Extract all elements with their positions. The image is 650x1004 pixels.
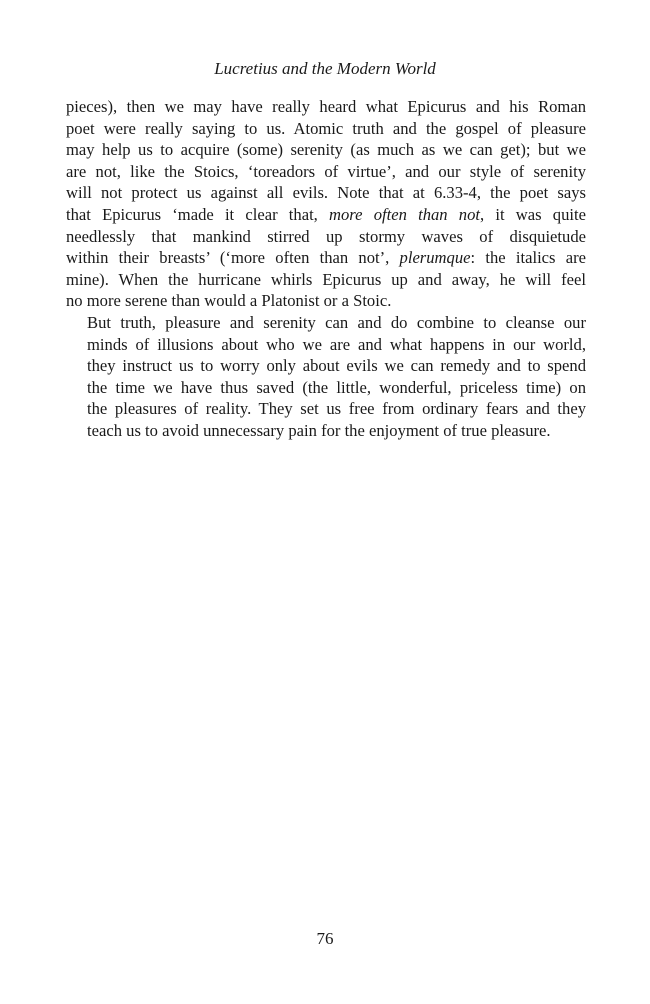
text-line: teach us to avoid unnecessary pain for the enjoyment of true pleasure. [87,420,551,440]
text-line [66,204,586,226]
text-line: pieces), then we may have really heard what Epicurus and his Roman [66,97,586,116]
text-line: the time we have thus saved (the little, wonderful, priceless time) on [87,377,586,397]
running-head: Lucretius and the Modern World [214,59,436,78]
text-fragment: within their breasts’ (‘more often than not’, [66,248,400,268]
italic-word: plerumque [399,248,471,268]
body-text [66,96,586,442]
text-line: are not, like the Stoics, ‘toreadors of virtue’, and our style of serenity [66,161,586,181]
text-line: may help us to acquire (some) serenity (as much as we can get); but we [66,140,586,160]
text-line: will not protect us against all evils. Note that at 6.33-4, the poet says [66,183,586,203]
text-line: no more serene than would a Platonist or a Stoic. [66,291,392,311]
text-fragment: , it was quite [480,204,586,224]
page-number: 76 [316,929,334,948]
text-line: they instruct us to worry only about evils we can remedy and to spend [87,356,586,376]
italic-phrase: more often than not [329,204,481,224]
paragraph-1 [66,96,586,312]
text-fragment: that Epicurus ‘made it clear that, [66,204,330,224]
text-line: needlessly that mankind stirred up stormy waves of disquietude [66,226,586,246]
paragraph-2 [66,312,586,442]
text-line: poet were really saying to us. Atomic truth and the gospel of pleasure [66,118,586,138]
text-line: But truth, pleasure and serenity can and do combine to cleanse our [87,312,586,332]
text-line [66,247,586,269]
text-line: minds of illusions about who we are and what happens in our world, [87,334,586,354]
text-line: mine). When the hurricane whirls Epicurus up and away, he will feel [66,269,586,289]
text-line: the pleasures of reality. They set us free from ordinary fears and they [87,399,586,419]
text-fragment: : the italics are [470,248,586,268]
